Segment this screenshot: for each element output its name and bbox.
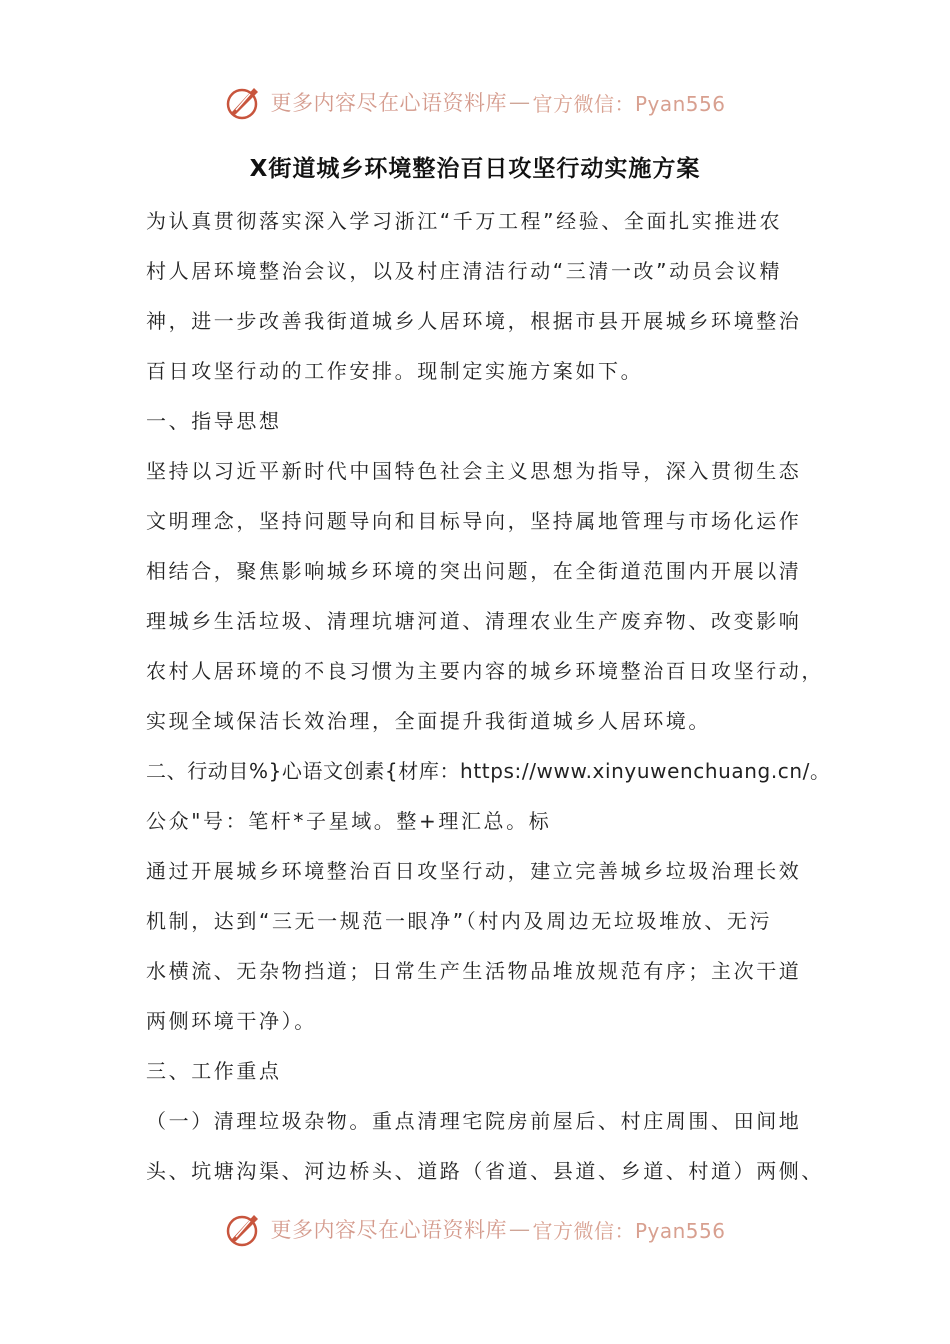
body-line: （一）清理垃圾杂物。重点清理宅院房前屋后、村庄周围、田间地 (146, 1109, 802, 1133)
body-line: 文明理念，坚持问题导向和目标导向，坚持属地管理与市场化运作 (146, 509, 802, 533)
watermark-contact: 官方微信：Pyan556 (532, 91, 726, 116)
quill-logo-icon (224, 1209, 264, 1249)
footer-watermark (0, 1207, 950, 1251)
watermark-text: 更多内容尽在心语资料库 (270, 1218, 507, 1242)
watermark-contact: 官方微信：Pyan556 (532, 1218, 726, 1243)
body-line: 为认真贯彻落实深入学习浙江“千万工程”经验、全面扎实推进农 (146, 209, 783, 233)
section-heading: 一、指导思想 (146, 409, 282, 433)
watermark-separator: — (508, 90, 531, 114)
document-title: X街道城乡环境整治百日攻坚行动实施方案 (249, 156, 701, 182)
watermark-text: 更多内容尽在心语资料库 (270, 91, 507, 115)
body-line: 实现全域保洁长效治理，全面提升我街道城乡人居环境。 (146, 709, 711, 733)
body-line: 公众"号：笔杆*子星域。整+理汇总。标 (146, 809, 552, 833)
body-line: 两侧环境干净）。 (146, 1009, 317, 1033)
body-line: 理城乡生活垃圾、清理坑塘河道、清理农业生产废弃物、改变影响 (146, 609, 802, 633)
body-line: 通过开展城乡环境整治百日攻坚行动，建立完善城乡垃圾治理长效 (146, 859, 802, 883)
body-line: 头、坑塘沟渠、河边桥头、道路（省道、县道、乡道、村道）两侧、 (146, 1159, 824, 1183)
body-line: 百日攻坚行动的工作安排。现制定实施方案如下。 (146, 359, 644, 383)
watermark-separator: — (508, 1217, 531, 1241)
body-line: 神，进一步改善我街道城乡人居环境，根据市县开展城乡环境整治 (146, 309, 802, 333)
body-line: 水横流、无杂物挡道；日常生产生活物品堆放规范有序；主次干道 (146, 959, 802, 983)
section-heading: 二、行动目%}心语文创素{材库：https://www.xinyuwenchuang.cn/。 (146, 759, 831, 783)
quill-logo-icon (224, 82, 264, 122)
header-watermark (0, 80, 950, 124)
body-line: 村人居环境整治会议，以及村庄清洁行动“三清一改”动员会议精 (146, 259, 783, 283)
body-line: 相结合，聚焦影响城乡环境的突出问题，在全街道范围内开展以清 (146, 559, 802, 583)
body-line: 坚持以习近平新时代中国特色社会主义思想为指导，深入贯彻生态 (146, 459, 802, 483)
body-line: 农村人居环境的不良习惯为主要内容的城乡环境整治百日攻坚行动， (146, 659, 824, 683)
section-heading: 三、工作重点 (146, 1059, 282, 1083)
body-line: 机制，达到“三无一规范一眼净”（村内及周边无垃圾堆放、无污 (146, 909, 773, 933)
